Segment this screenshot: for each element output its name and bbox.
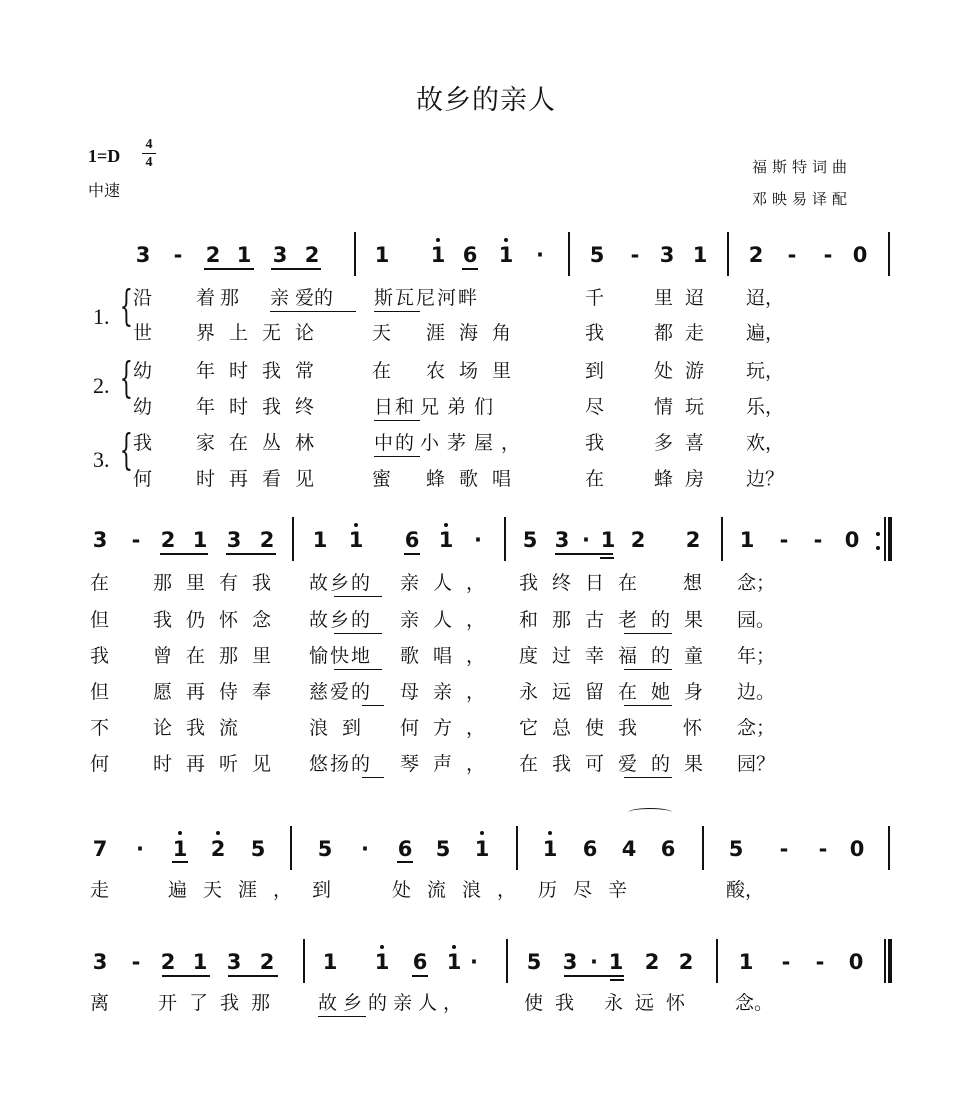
underline bbox=[204, 268, 254, 270]
underline bbox=[600, 557, 614, 559]
note: 2 bbox=[685, 528, 701, 552]
octave-dot bbox=[504, 238, 508, 242]
note: 2 bbox=[160, 950, 176, 974]
note: 2 bbox=[644, 950, 660, 974]
note: 4 bbox=[621, 837, 637, 861]
tempo-marking: 中速 bbox=[88, 181, 121, 200]
note: 2 bbox=[205, 243, 221, 267]
note: 1 bbox=[374, 243, 390, 267]
barline bbox=[292, 517, 294, 561]
repeat-barline bbox=[884, 517, 886, 561]
dash: - bbox=[815, 950, 825, 974]
note: 2 bbox=[160, 528, 176, 552]
octave-dot bbox=[436, 238, 440, 242]
note: 1 bbox=[498, 243, 514, 267]
barline bbox=[727, 232, 729, 276]
barline bbox=[354, 232, 356, 276]
note: 0 bbox=[849, 837, 865, 861]
underline bbox=[397, 861, 413, 863]
underline bbox=[555, 553, 613, 555]
underline bbox=[610, 979, 624, 981]
underline bbox=[564, 975, 624, 977]
verse-label-1: 1. bbox=[93, 304, 110, 329]
note: 7 bbox=[92, 837, 108, 861]
dot: · bbox=[474, 528, 482, 552]
note: 1 bbox=[322, 950, 338, 974]
note: 3 bbox=[659, 243, 675, 267]
note: 5 bbox=[522, 528, 538, 552]
time-signature: 4 4 bbox=[142, 137, 156, 170]
note: 6 bbox=[404, 528, 420, 552]
note: 1 bbox=[738, 950, 754, 974]
note: 0 bbox=[848, 950, 864, 974]
barline bbox=[888, 232, 890, 276]
song-title: 故乡的亲人 bbox=[416, 85, 556, 116]
note: 3 bbox=[226, 950, 242, 974]
dash: - bbox=[823, 243, 833, 267]
note: 1 bbox=[430, 243, 446, 267]
note: 3 bbox=[554, 528, 570, 552]
note: 5 bbox=[526, 950, 542, 974]
dot: · bbox=[136, 837, 144, 861]
note: 3 bbox=[135, 243, 151, 267]
note: 5 bbox=[250, 837, 266, 861]
note: 6 bbox=[582, 837, 598, 861]
dash: - bbox=[818, 837, 828, 861]
repeat-dot bbox=[876, 546, 880, 550]
underline bbox=[172, 861, 188, 863]
note: 1 bbox=[374, 950, 390, 974]
dash: - bbox=[813, 528, 823, 552]
dot: · bbox=[582, 528, 590, 552]
octave-dot bbox=[452, 945, 456, 949]
note: 1 bbox=[192, 950, 208, 974]
octave-dot bbox=[480, 831, 484, 835]
note: 2 bbox=[748, 243, 764, 267]
note: 5 bbox=[728, 837, 744, 861]
note: 1 bbox=[608, 950, 624, 974]
dot: · bbox=[470, 950, 478, 974]
note: 2 bbox=[259, 528, 275, 552]
octave-dot bbox=[178, 831, 182, 835]
note: 3 bbox=[92, 950, 108, 974]
dot: · bbox=[590, 950, 598, 974]
underline bbox=[404, 553, 420, 555]
slur-icon bbox=[628, 808, 672, 817]
dash: - bbox=[787, 243, 797, 267]
dash: - bbox=[173, 243, 183, 267]
underline bbox=[462, 268, 478, 270]
repeat-dot bbox=[876, 532, 880, 536]
note: 1 bbox=[192, 528, 208, 552]
barline bbox=[716, 939, 718, 983]
note: 1 bbox=[739, 528, 755, 552]
dash: - bbox=[781, 950, 791, 974]
verse-label-3: 3. bbox=[93, 447, 110, 472]
final-barline bbox=[884, 939, 886, 983]
key-signature: 1=D bbox=[88, 146, 121, 166]
note: 1 bbox=[172, 837, 188, 861]
brace-icon: { bbox=[119, 353, 134, 402]
note: 5 bbox=[317, 837, 333, 861]
barline bbox=[568, 232, 570, 276]
note: 1 bbox=[600, 528, 616, 552]
note: 2 bbox=[630, 528, 646, 552]
note: 3 bbox=[562, 950, 578, 974]
note: 2 bbox=[210, 837, 226, 861]
note: 6 bbox=[412, 950, 428, 974]
lyricist-composer: 福斯特词曲 bbox=[752, 158, 853, 176]
barline bbox=[702, 826, 704, 870]
octave-dot bbox=[216, 831, 220, 835]
note: 2 bbox=[259, 950, 275, 974]
note: 1 bbox=[692, 243, 708, 267]
repeat-barline-thick bbox=[888, 517, 892, 561]
note: 5 bbox=[589, 243, 605, 267]
translator: 邓映易译配 bbox=[752, 190, 853, 208]
note: 0 bbox=[844, 528, 860, 552]
underline bbox=[271, 268, 321, 270]
note: 1 bbox=[438, 528, 454, 552]
note: 6 bbox=[397, 837, 413, 861]
octave-dot bbox=[354, 523, 358, 527]
octave-dot bbox=[548, 831, 552, 835]
underline bbox=[226, 553, 276, 555]
note: 6 bbox=[660, 837, 676, 861]
dash: - bbox=[779, 837, 789, 861]
note: 6 bbox=[462, 243, 478, 267]
barline bbox=[290, 826, 292, 870]
barline bbox=[303, 939, 305, 983]
note: 3 bbox=[226, 528, 242, 552]
note: 2 bbox=[678, 950, 694, 974]
dash: - bbox=[779, 528, 789, 552]
dash: - bbox=[131, 528, 141, 552]
barline bbox=[506, 939, 508, 983]
underline bbox=[412, 975, 428, 977]
final-barline-thick bbox=[888, 939, 892, 983]
barline bbox=[888, 826, 890, 870]
note: 1 bbox=[542, 837, 558, 861]
dash: - bbox=[131, 950, 141, 974]
dash: - bbox=[630, 243, 640, 267]
note: 5 bbox=[435, 837, 451, 861]
note: 1 bbox=[474, 837, 490, 861]
barline bbox=[721, 517, 723, 561]
note: 2 bbox=[304, 243, 320, 267]
note: 3 bbox=[272, 243, 288, 267]
note: 1 bbox=[446, 950, 462, 974]
brace-icon: { bbox=[119, 425, 134, 474]
barline bbox=[516, 826, 518, 870]
verse-label-2: 2. bbox=[93, 373, 110, 398]
note: 1 bbox=[236, 243, 252, 267]
underline bbox=[162, 975, 210, 977]
dot: · bbox=[536, 243, 544, 267]
note: 3 bbox=[92, 528, 108, 552]
note: 1 bbox=[348, 528, 364, 552]
dot: · bbox=[361, 837, 369, 861]
brace-icon: { bbox=[119, 281, 134, 330]
note: 1 bbox=[312, 528, 328, 552]
underline bbox=[160, 553, 208, 555]
octave-dot bbox=[444, 523, 448, 527]
barline bbox=[504, 517, 506, 561]
note: 0 bbox=[852, 243, 868, 267]
octave-dot bbox=[380, 945, 384, 949]
underline bbox=[228, 975, 278, 977]
